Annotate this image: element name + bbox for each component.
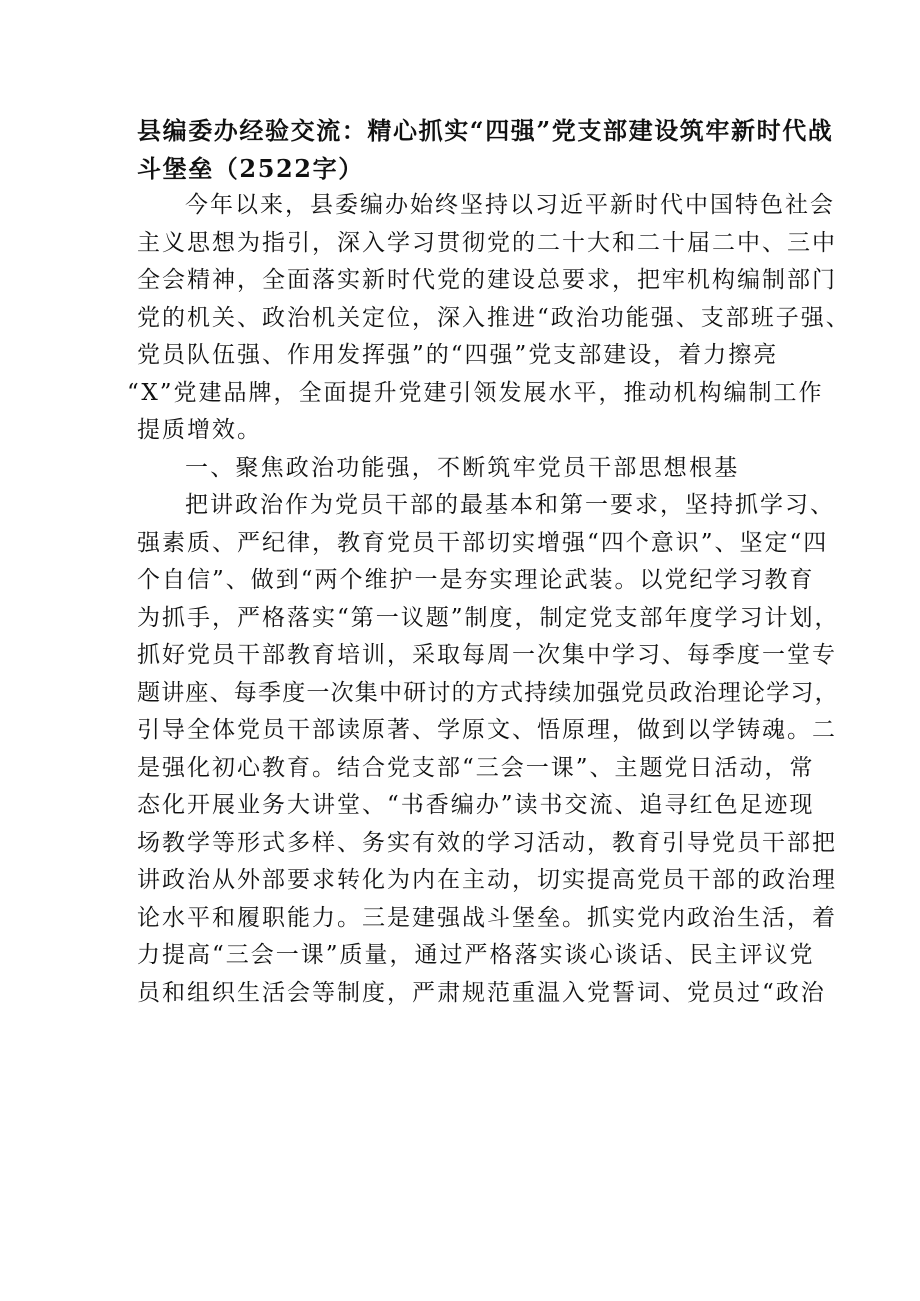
paragraph-line: 强素质、严纪律，教育党员干部切实增强“四个意识”、坚定“四 [137, 529, 829, 556]
section-heading [137, 450, 797, 488]
paragraph-line: 党员队伍强、作用发挥强”的“四强”党支部建设，着力擦亮 [137, 342, 779, 368]
paragraph-line: 力提高“三会一课”质量，通过严格落实谈心谈话、民主评议党 [137, 942, 815, 968]
paragraph-line: 今年以来，县委编办始终坚持以习近平新时代中国特色社会 [185, 192, 835, 218]
paragraph-line: 态化开展业务大讲堂、“书香编办”读书交流、追寻红色足迹现 [137, 792, 815, 818]
document-title [137, 112, 834, 187]
paragraph-line: 提质增效。 [137, 417, 262, 443]
paragraph-line: 抓好党员干部教育培训，采取每周一次集中学习、每季度一堂专 [137, 642, 837, 668]
document-page [127, 112, 851, 1012]
paragraph-line: “X”党建品牌，全面提升党建引领发展水平，推动机构编制工作 [127, 379, 824, 406]
paragraph-line: 员和组织生活会等制度，严肃规范重温入党誓词、党员过“政治 [137, 979, 826, 1006]
paragraph-line: 个自信”、做到“两个维护一是夯实理论武装。以党纪学习教育 [137, 567, 815, 593]
paragraph-line: 讲政治从外部要求转化为内在主动，切实提高党员干部的政治理 [137, 867, 837, 893]
paragraph-line: 为抓手，严格落实“第一议题”制度，制定党支部年度学习计划， [137, 604, 840, 631]
title-line: 斗堡垒（2522字） [137, 153, 364, 183]
section-heading-text: 一、聚焦政治功能强，不断筑牢党员干部思想根基 [185, 454, 740, 481]
title-line: 县编委办经验交流：精心抓实“四强”党支部建设筑牢新时代战 [137, 116, 834, 145]
paragraph-line: 是强化初心教育。结合党支部“三会一课”、主题党日活动，常 [137, 754, 815, 781]
paragraph-line: 党的机关、政治机关定位，深入推进“政治功能强、支部班子强、 [137, 304, 851, 331]
paragraph-line: 把讲政治作为党员干部的最基本和第一要求，坚持抓学习、 [185, 492, 835, 518]
paragraph-line: 全会精神，全面落实新时代党的建设总要求，把牢机构编制部门 [137, 267, 837, 293]
intro-paragraph [127, 187, 851, 450]
paragraph-line: 场教学等形式多样、务实有效的学习活动，教育引导党员干部把 [137, 829, 837, 856]
paragraph-line: 引导全体党员干部读原著、学原文、悟原理，做到以学铸魂。二 [137, 717, 837, 743]
paragraph-line: 题讲座、每季度一次集中研讨的方式持续加强党员政治理论学习， [137, 679, 839, 706]
section-paragraph [137, 487, 840, 1012]
paragraph-line: 主义思想为指引，深入学习贯彻党的二十大和二十届二中、三中 [137, 229, 837, 256]
paragraph-line: 论水平和履职能力。三是建强战斗堡垒。抓实党内政治生活，着 [137, 904, 837, 931]
